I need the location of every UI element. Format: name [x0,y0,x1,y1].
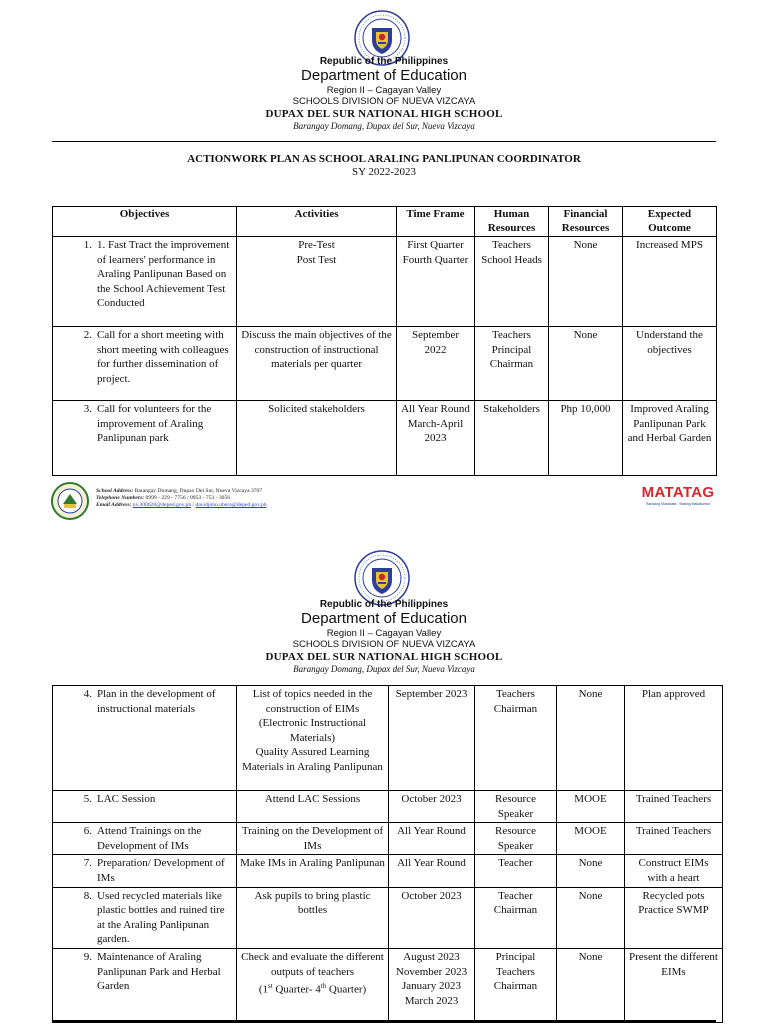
activities-cell [237,887,389,948]
human-resources-cell-line: Chairman [493,702,538,715]
human-resources-cell-line: Resource Speaker [495,793,536,820]
objective-cell [53,401,237,476]
expected-outcome-cell: Recycled pots Practice SWMP [625,887,723,948]
human-resources-cell-line: Principal [495,950,536,963]
time-frame-cell-line: October 2023 [401,793,462,805]
document-page-2 [0,540,768,1024]
objective-text: LAC Session [97,793,156,805]
financial-resources-cell: None [549,237,623,327]
matatag-logo [640,484,716,518]
human-resources-cell-line: Teachers [496,965,535,978]
objective-item [56,328,233,386]
division-line: SCHOOLS DIVISION OF NUEVA VIZCAYA [292,639,476,650]
quarter-note-part: th [320,982,327,991]
expected-outcome-cell: Trained Teachers [625,823,723,855]
objective-number: 6. [83,825,92,838]
objective-cell [53,855,237,887]
footer-address-value: Barangay Domang, Dupax Del Sur, Nueva Vizcaya 3707 [134,488,263,494]
objective-cell [53,327,237,401]
activities-cell [237,237,397,327]
time-frame-cell-line: March 2023 [404,994,459,1007]
table-row [53,855,723,887]
objective-text: Call for volunteers for the improvement of Araling Panlipunan park [97,403,212,445]
matatag-tagline: Bansang Makabata · Batang Makabansa [646,502,710,506]
human-resources-cell-line: Resource Speaker [495,825,536,852]
matatag-wordmark: MATATAG [641,484,715,501]
table-row [53,401,717,476]
objective-number: 3. [83,403,92,415]
time-frame-cell-line: November 2023 [395,965,468,978]
objective-number: 4. [83,688,92,700]
objective-number: 8. [83,889,92,902]
time-frame-cell-line: August 2023 [403,950,460,963]
time-frame-cell [389,791,475,823]
human-resources-cell [475,823,557,855]
school-name: DUPAX DEL SUR NATIONAL HIGH SCHOOL [265,651,503,663]
human-resources-cell [475,327,549,401]
expected-outcome-cell: Understand the objectives [623,327,717,401]
expected-outcome-cell: Improved Araling Panlipunan Park and Herbal Garden [623,401,717,476]
human-resources-cell [475,401,549,476]
objective-text: Used recycled materials like plastic bottles and ruined tire at the Araling Panlipunan garden. [97,889,225,946]
financial-resources-cell: None [557,855,625,887]
activities-cell-line: Quality Assured Learning Materials in Araling Panlipunan [242,746,383,773]
objective-item [56,792,233,807]
quarter-note-part: Quarter) [326,983,367,996]
objective-cell [53,887,237,948]
human-resources-cell-line: Teachers [492,329,531,341]
region-line: Region II – Cagayan Valley [326,628,442,639]
human-resources-cell-line: Stakeholders [483,403,540,415]
human-resources-cell [475,791,557,823]
action-plan-table [52,206,717,476]
table-row [53,791,723,823]
expected-outcome-cell: Present the different EIMs [625,948,723,1022]
time-frame-cell-line: March-April 2023 [407,417,464,445]
human-resources-cell [475,686,557,791]
footer-phone-label: Telephone Numbers: [96,495,145,502]
financial-resources-cell: None [557,887,625,948]
objective-item [56,687,233,716]
activities-cell [237,823,389,855]
objective-item [56,238,233,311]
time-frame-cell-line: October 2023 [401,889,462,902]
activities-cell-line: List of topics needed in the construction of EIMs (Electronic Instructional Materials) [252,688,373,744]
quarter-note [240,979,385,997]
objective-text: 1. Fast Tract the improvement of learners' performance in Araling Panlipunan Based on the School Achievement Test Conducted [97,239,230,310]
region-line: Region II – Cagayan Valley [326,85,442,96]
activities-cell-line: Discuss the main objectives of the construction of instructional materials per quarter [241,329,392,371]
division-line: SCHOOLS DIVISION OF NUEVA VIZCAYA [292,96,476,107]
activities-cell-line: Pre-Test [298,239,335,251]
table-row [53,948,723,1022]
activities-cell-line: Solicited stakeholders [268,403,365,415]
human-resources-cell-line: Chairman [493,980,538,993]
footer-email-separator: / [192,502,195,509]
objective-text: Attend Trainings on the Development of IMs [97,825,202,852]
table-row [53,237,717,327]
objective-item [56,824,233,853]
financial-resources-cell: None [557,686,625,791]
activities-cell-line: Make IMs in Araling Panlipunan [240,857,385,870]
objective-item [56,402,233,446]
human-resources-cell-line: Teachers [496,688,535,700]
activities-cell [237,855,389,887]
table-row [53,823,723,855]
human-resources-cell [475,855,557,887]
time-frame-cell [397,327,475,401]
objective-item [56,856,233,885]
activities-cell-line: Check and evaluate the different outputs of teachers [241,950,384,978]
footer-address-label: School Address: [96,488,134,494]
objective-number: 2. [83,329,92,341]
human-resources-cell-line: Teachers [492,239,531,251]
human-resources-cell-line: School Heads [481,253,542,266]
footer-phone-value: 0999 - 229 - 7756 / 0953 - 753 - 3056 [145,495,231,502]
header-time-frame: Time Frame [397,207,475,237]
human-resources-cell-line: Teacher [498,857,533,870]
human-resources-cell [475,237,549,327]
header-human-resources: Human Resources [475,207,549,237]
department-title: Department of Education [301,67,467,84]
republic-heading: Republic of the Philippines [319,599,449,610]
activities-cell-line: Attend LAC Sessions [264,793,361,805]
activities-cell [237,401,397,476]
financial-resources-cell: Php 10,000 [549,401,623,476]
table-row [53,887,723,948]
objective-number: 7. [83,857,92,870]
time-frame-cell-line: September 2022 [411,329,460,356]
activities-cell-line: Training on the Development of IMs [241,825,384,852]
time-frame-cell-line: First Quarter [407,239,464,251]
quarter-note-part: (1 [258,983,268,996]
time-frame-cell [397,237,475,327]
department-title: Department of Education [301,610,467,627]
human-resources-cell-line: Chairman [489,358,534,371]
objective-item [56,950,233,994]
footer-email-label: Email Address: [96,502,132,509]
expected-outcome-cell: Construct EIMs with a heart [625,855,723,887]
time-frame-cell [389,948,475,1022]
page-bottom-divider [52,1020,716,1022]
header-objectives: Objectives [53,207,237,237]
republic-heading: Republic of the Philippines [319,56,449,67]
activities-cell [237,791,389,823]
expected-outcome-cell: Plan approved [625,686,723,791]
time-frame-cell-line: All Year Round [397,857,466,870]
objective-number: 1. [83,239,92,251]
activities-cell-line: Post Test [296,253,337,266]
objective-cell [53,237,237,327]
activities-cell-line: Ask pupils to bring plastic bottles [254,889,371,917]
table-header-row [53,207,717,237]
objective-text: Maintenance of Araling Panlipunan Park and Herbal Garden [97,950,221,993]
quarter-note-part: st [267,982,273,991]
human-resources-cell-line: Teacher [498,889,533,902]
human-resources-cell-line: Principal [491,343,532,356]
footer-contact-block [96,488,267,510]
activities-cell [237,327,397,401]
time-frame-cell-line: September 2023 [395,688,468,700]
table-row [53,327,717,401]
time-frame-cell-line: Fourth Quarter [402,253,469,266]
header-activities: Activities [237,207,397,237]
objective-text: Preparation/ Development of IMs [97,857,225,884]
document-footer [48,480,720,522]
time-frame-cell [389,855,475,887]
activities-cell [237,686,389,791]
financial-resources-cell: MOOE [557,823,625,855]
school-year: SY 2022-2023 [351,166,417,178]
header-financial-resources: Financial Resources [549,207,623,237]
financial-resources-cell: None [549,327,623,401]
deped-seal-icon [354,550,410,606]
objective-text: Call for a short meeting with short meeting with colleagues for further dissemination of project. [97,329,229,385]
time-frame-cell [389,823,475,855]
objective-text: Plan in the development of instructional materials [97,688,216,715]
school-address: Barangay Domang, Dupax del Sur, Nueva Vizcaya [293,664,475,674]
table-row [53,686,723,791]
footer-email-link-1[interactable]: nv.300628@deped.gov.ph [132,502,192,509]
objective-cell [53,686,237,791]
footer-email-link-2[interactable]: davidjohn.ubera@deped.gov.ph [195,502,267,509]
financial-resources-cell: MOOE [557,791,625,823]
expected-outcome-cell: Trained Teachers [625,791,723,823]
human-resources-cell [475,948,557,1022]
objective-cell [53,791,237,823]
objective-number: 5. [83,793,92,805]
school-logo-icon [50,482,90,520]
school-name: DUPAX DEL SUR NATIONAL HIGH SCHOOL [265,108,503,120]
objective-cell [53,823,237,855]
objective-item [56,889,233,947]
time-frame-cell-line: January 2023 [402,980,461,993]
activities-cell [237,948,389,1022]
objective-cell [53,948,237,1022]
objective-number: 9. [83,950,92,963]
time-frame-cell [397,401,475,476]
action-plan-table-continued [52,685,723,1023]
plan-title: ACTIONWORK PLAN AS SCHOOL ARALING PANLIPUNAN COORDINATOR [187,153,581,165]
header-divider [52,141,716,142]
time-frame-cell [389,686,475,791]
header-expected-outcome: Expected Outcome [623,207,717,237]
time-frame-cell [389,887,475,948]
time-frame-cell-line: All Year Round [401,403,470,415]
school-address: Barangay Domang, Dupax del Sur, Nueva Vizcaya [293,121,475,131]
time-frame-cell-line: All Year Round [397,825,466,838]
quarter-note-part: Quarter- 4 [272,983,321,996]
human-resources-cell-line: Chairman [493,904,538,917]
financial-resources-cell: None [557,948,625,1022]
expected-outcome-cell: Increased MPS [623,237,717,327]
human-resources-cell [475,887,557,948]
